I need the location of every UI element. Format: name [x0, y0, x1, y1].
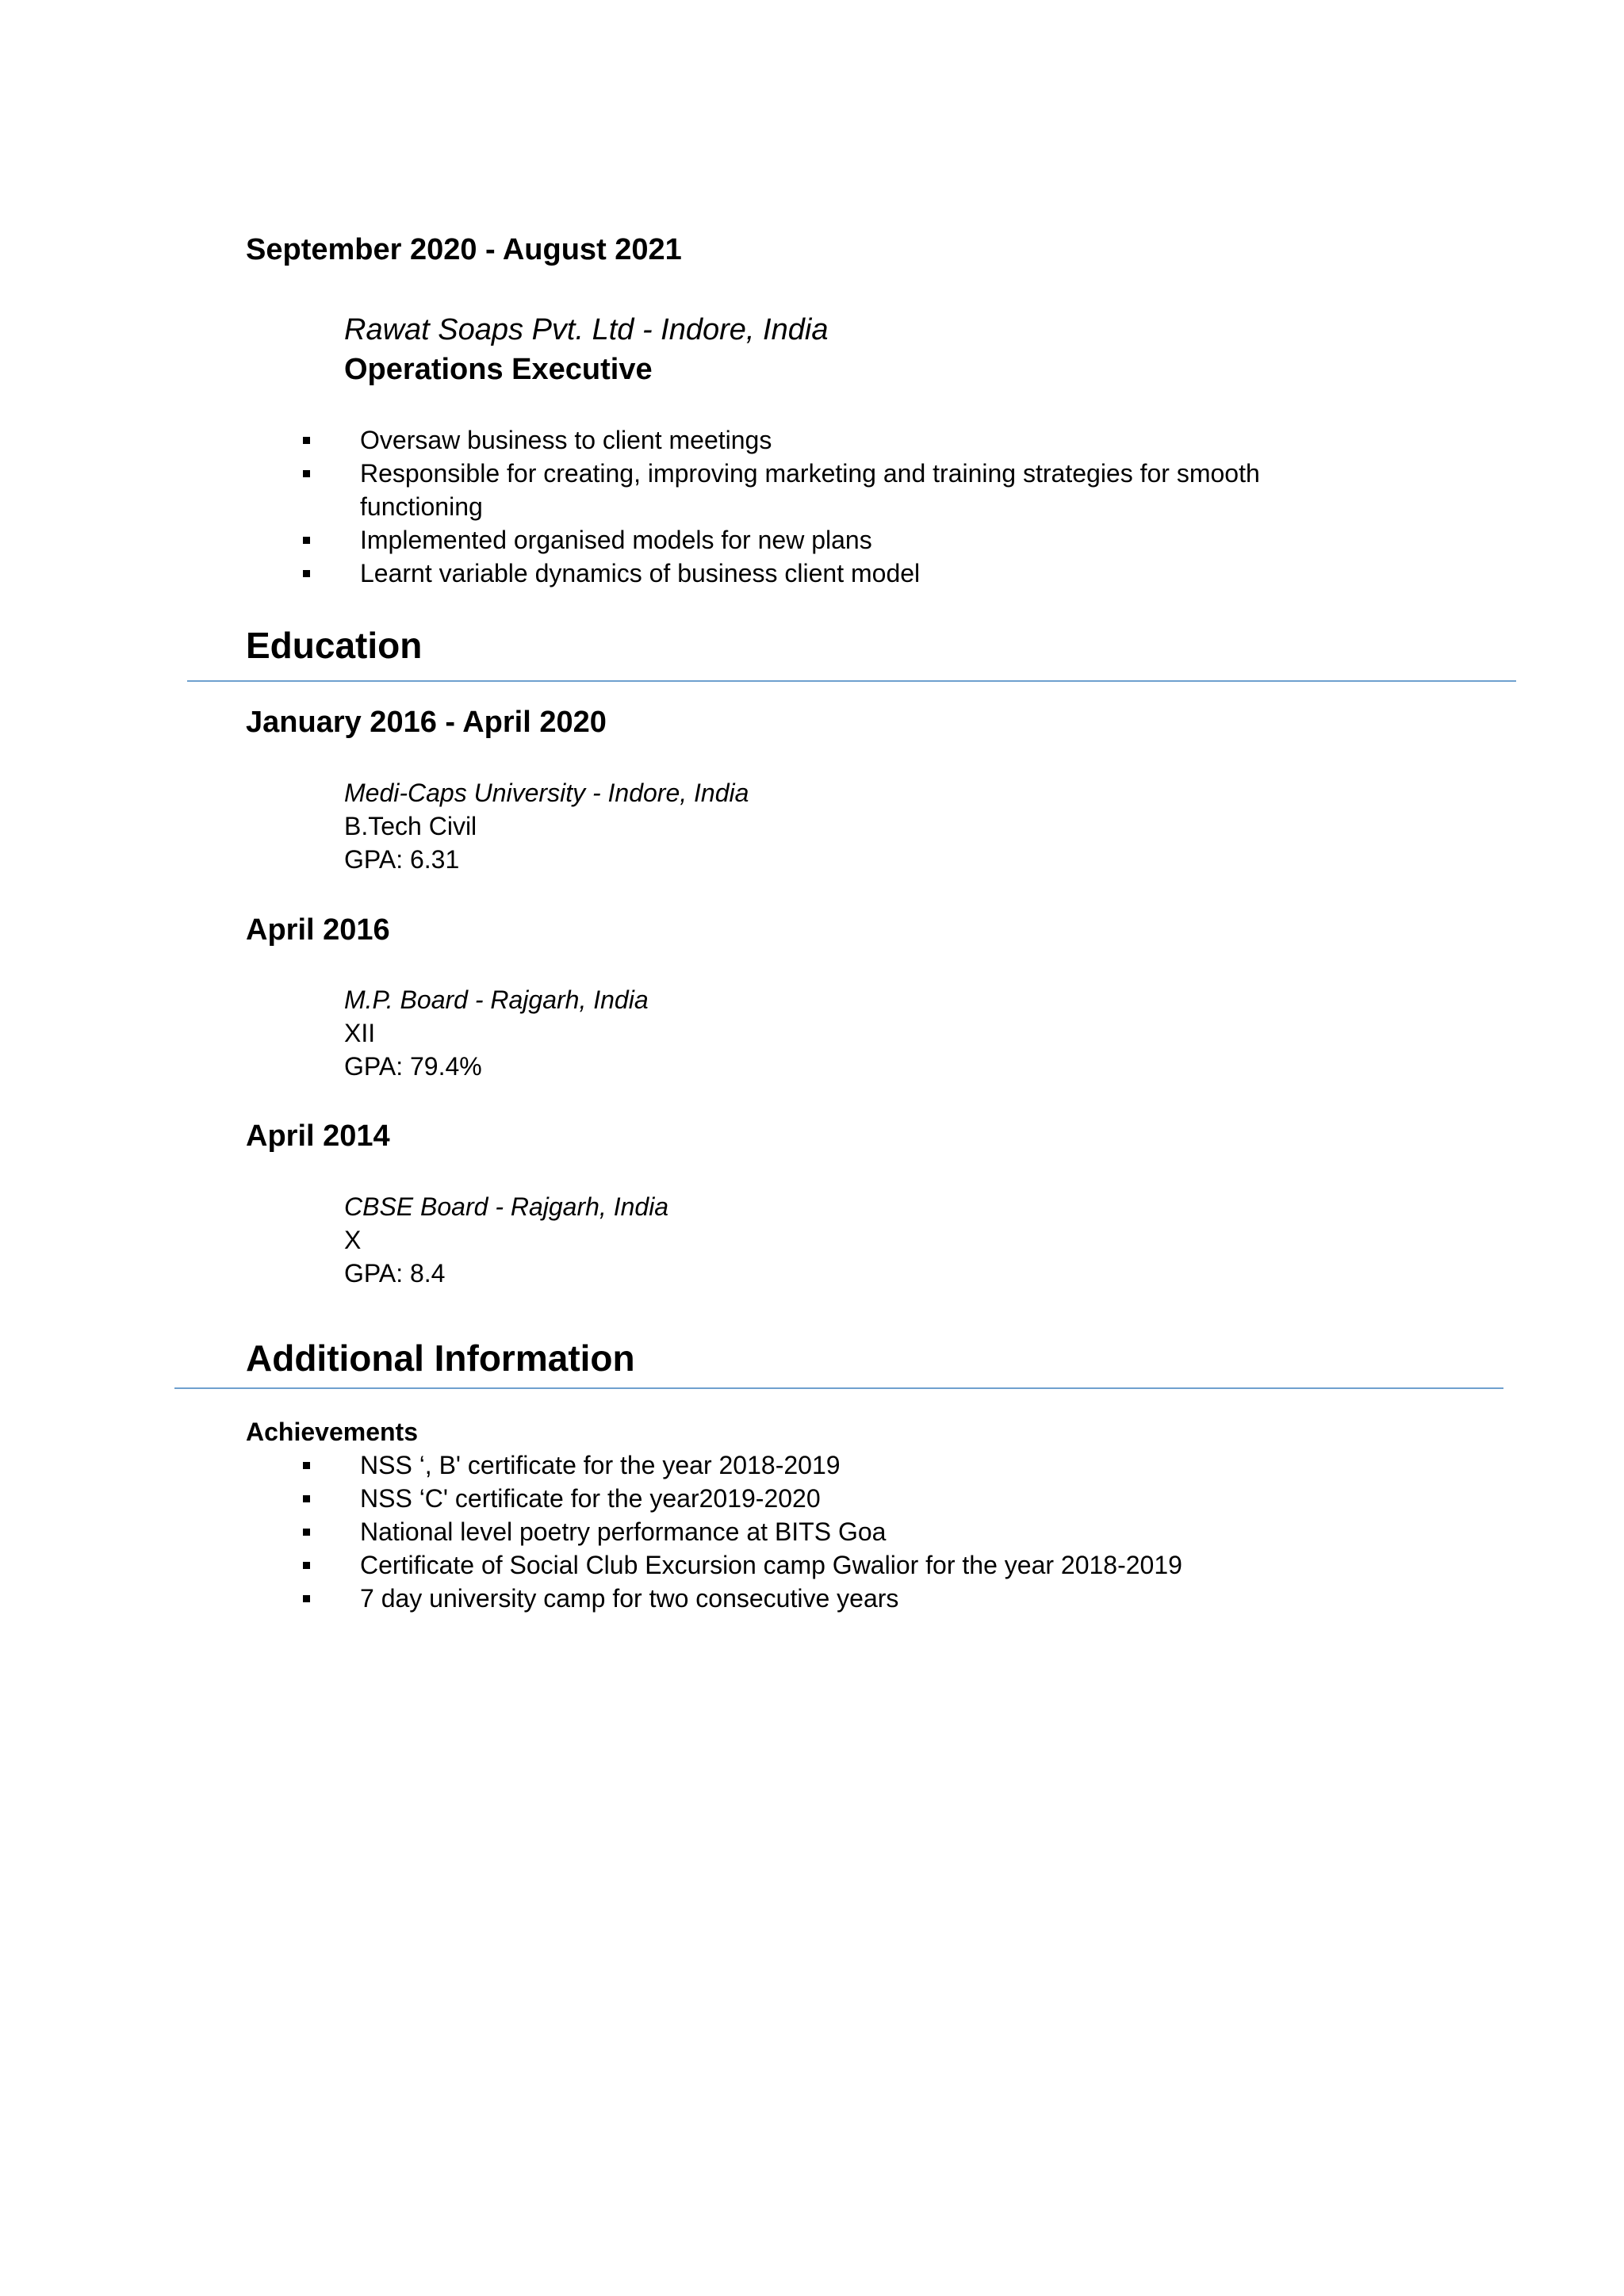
achievements-heading: Achievements: [246, 1418, 418, 1446]
achievements-list: [303, 1448, 1413, 1615]
additional-divider: [174, 1387, 1503, 1389]
education-date: April 2016: [246, 913, 390, 947]
achievement-text: 7 day university camp for two consecutive years: [360, 1584, 899, 1613]
list-item: [303, 1582, 1413, 1615]
education-degree: XII: [344, 1019, 376, 1047]
experience-bullet-text: Oversaw business to client meetings: [360, 426, 772, 454]
education-degree: B.Tech Civil: [344, 812, 477, 840]
education-section-title: Education: [246, 625, 423, 666]
experience-bullet-list: [303, 423, 1350, 590]
achievement-text: Certificate of Social Club Excursion camp Gwalior for the year 2018-2019: [360, 1551, 1182, 1579]
experience-bullet-text: Implemented organised models for new plans: [360, 526, 872, 554]
education-divider: [187, 680, 1516, 682]
education-gpa: GPA: 8.4: [344, 1259, 446, 1288]
experience-company: Rawat Soaps Pvt. Ltd - Indore, India: [344, 313, 829, 346]
education-gpa: GPA: 6.31: [344, 845, 460, 874]
education-institution: Medi-Caps University - Indore, India: [344, 779, 749, 807]
experience-bullet-text: Learnt variable dynamics of business client model: [360, 559, 921, 587]
list-item: [303, 1448, 1413, 1482]
education-institution: M.P. Board - Rajgarh, India: [344, 985, 649, 1014]
education-institution: CBSE Board - Rajgarh, India: [344, 1192, 669, 1221]
education-gpa: GPA: 79.4%: [344, 1052, 482, 1081]
list-item: [303, 523, 1350, 557]
achievement-text: NSS ‘, B' certificate for the year 2018-2019: [360, 1451, 841, 1479]
education-date: April 2014: [246, 1119, 390, 1153]
education-date: January 2016 - April 2020: [246, 706, 607, 739]
list-item: [303, 1482, 1413, 1515]
experience-date: September 2020 - August 2021: [246, 233, 682, 266]
achievement-text: National level poetry performance at BITS Goa: [360, 1517, 887, 1546]
achievement-text: NSS ‘C' certificate for the year2019-2020: [360, 1484, 821, 1513]
list-item: [303, 457, 1350, 523]
experience-role: Operations Executive: [344, 353, 653, 386]
experience-bullet-text: Responsible for creating, improving marketing and training strategies for smooth functioning: [360, 459, 1260, 521]
education-degree: X: [344, 1226, 362, 1254]
list-item: [303, 1548, 1413, 1582]
list-item: [303, 1515, 1413, 1548]
list-item: [303, 423, 1350, 457]
list-item: [303, 557, 1350, 590]
additional-section-title: Additional Information: [246, 1337, 635, 1379]
